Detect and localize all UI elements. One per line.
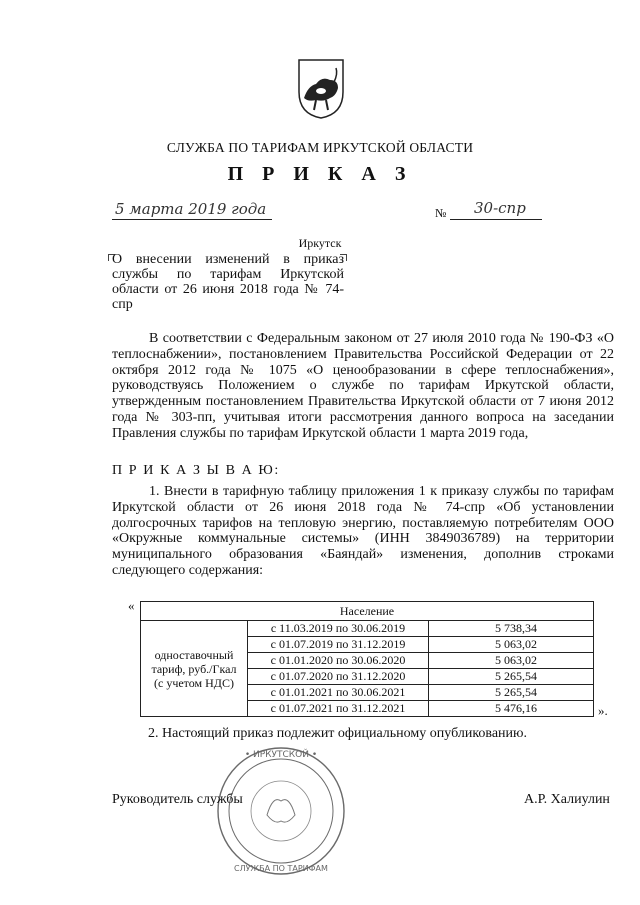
svg-text:• ИРКУТСКОЙ •: • ИРКУТСКОЙ • <box>244 750 318 760</box>
official-seal-icon <box>215 745 347 877</box>
number-underline <box>450 219 542 220</box>
order-number-handwritten: 30-спр <box>474 199 526 217</box>
value-cell: 5 738,34 <box>429 621 594 637</box>
agency-name: СЛУЖБА ПО ТАРИФАМ ИРКУТСКОЙ ОБЛАСТИ <box>166 140 474 155</box>
value-cell: 5 476,16 <box>429 701 594 717</box>
period-cell: с 01.07.2020 по 31.12.2020 <box>248 669 429 685</box>
item-2-paragraph: 2. Настоящий приказ подлежит официальному опубликованию. <box>148 726 527 741</box>
period-cell: с 01.01.2020 по 30.06.2020 <box>248 653 429 669</box>
order-verb: П Р И К А З Ы В А Ю: <box>112 463 280 478</box>
date-underline <box>112 219 272 220</box>
period-cell: с 11.03.2019 по 30.06.2019 <box>248 621 429 637</box>
table-close-quote: ». <box>598 703 608 718</box>
svg-text:СЛУЖБА ПО ТАРИФАМ: СЛУЖБА ПО ТАРИФАМ <box>234 864 328 873</box>
preamble-paragraph: В соответствии с Федеральным законом от 27 июля 2010 года № 190-ФЗ «О теплоснабжении», постановлением Правительства Российской Федерации от 22 октября 2012 года № 1075 «О ценообразовании в сфере теплоснабжения», руководствуясь Положением о службе по тарифам Иркутской области, утвержденным постановлением Правительства Иркутской области от 7 июня 2012 года № 303-пп, учитывая итоги рассмотрения данного вопроса на заседании Правления службы по тарифам Иркутской области 1 марта 2019 года, <box>112 331 614 441</box>
order-date-handwritten: 5 марта 2019 года <box>115 200 267 218</box>
item-1-paragraph: 1. Внести в тарифную таблицу приложения 1 к приказу службы по тарифам Иркутской области от 26 июня 2018 года № 74-спр «Об установлении долгосрочных тарифов на тепловую энергию, поставляемую потребителям ООО «Окружные коммунальные системы» (ИНН 3849036789) на территории муниципального образования «Баяндай» изменения, дополнив строками следующего содержания: <box>112 484 614 578</box>
order-subject: О внесении изменений в приказ службы по тарифам Иркутской области от 26 июня 2018 года № 74-спр <box>112 252 344 312</box>
value-cell: 5 265,54 <box>429 669 594 685</box>
number-sign: № <box>435 206 447 220</box>
table-row <box>141 621 594 637</box>
period-cell: с 01.07.2019 по 31.12.2019 <box>248 637 429 653</box>
coat-of-arms-icon <box>296 58 346 120</box>
document-title: П Р И К А З <box>227 163 413 185</box>
city: Иркутск <box>298 236 342 250</box>
table-header-population: Население <box>141 602 594 621</box>
signatory-name: А.Р. Халиулин <box>524 792 610 807</box>
tariff-row-label: одноставочный тариф, руб./Гкал (с учетом НДС) <box>141 621 248 717</box>
value-cell: 5 265,54 <box>429 685 594 701</box>
period-cell: с 01.01.2021 по 30.06.2021 <box>248 685 429 701</box>
tariff-table <box>140 601 594 717</box>
signatory-role: Руководитель службы <box>112 792 243 807</box>
value-cell: 5 063,02 <box>429 637 594 653</box>
table-open-quote: « <box>128 598 135 613</box>
period-cell: с 01.07.2021 по 31.12.2021 <box>248 701 429 717</box>
value-cell: 5 063,02 <box>429 653 594 669</box>
